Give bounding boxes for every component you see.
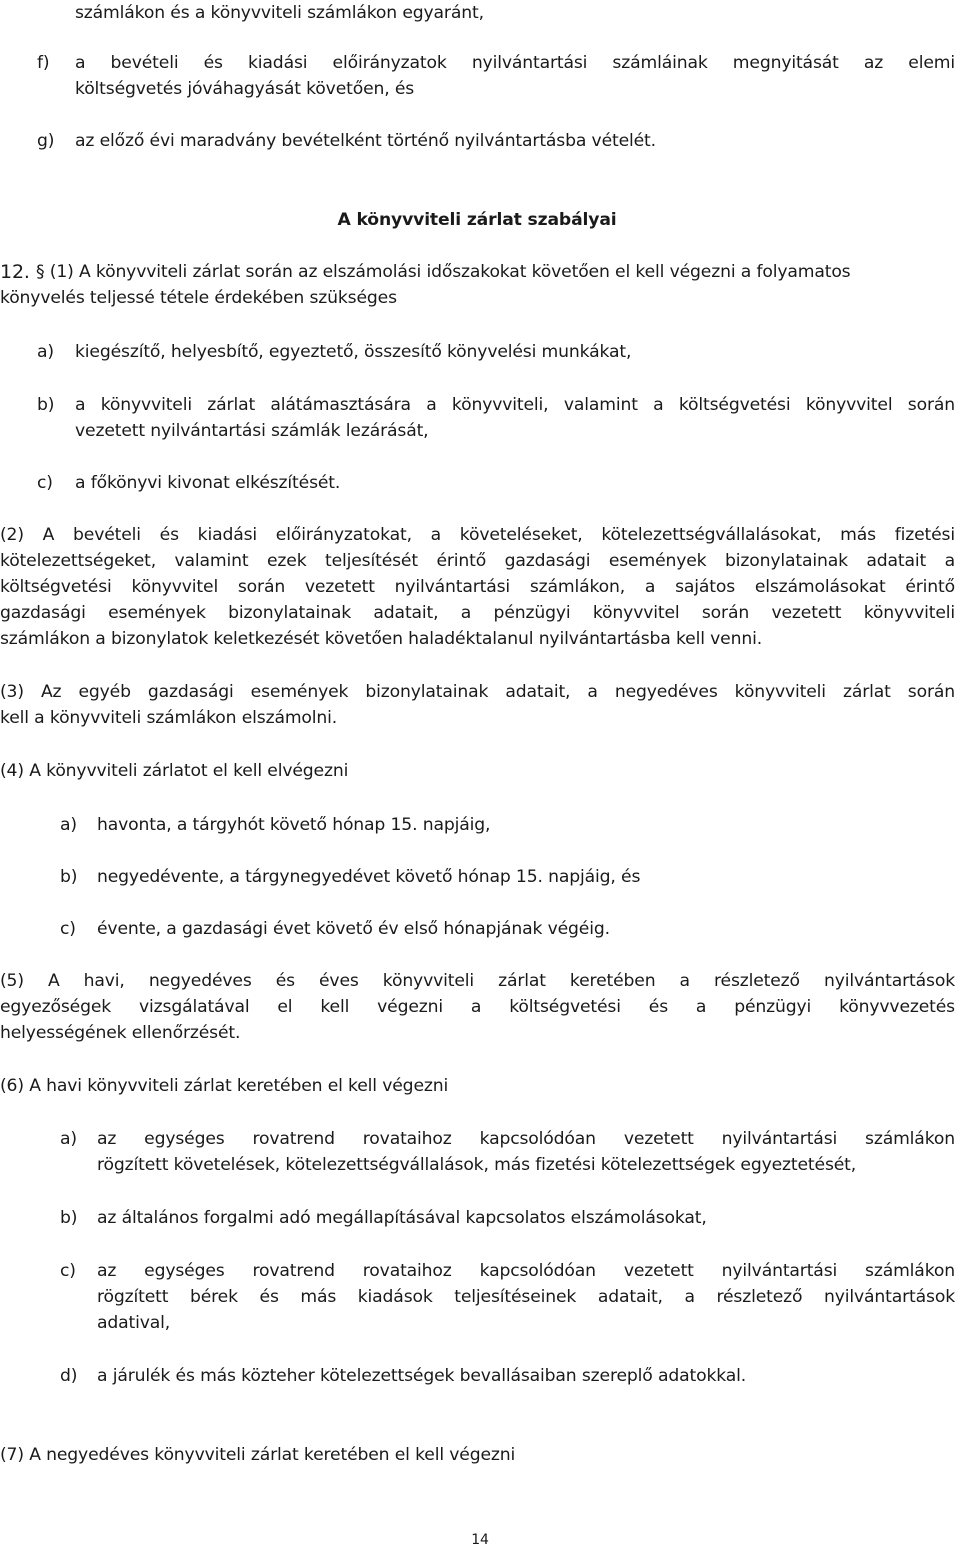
list-label-a: a) [60,1129,77,1149]
paragraph-6-line1: (6) A havi könyvviteli zárlat keretében el kell végezni [0,1076,449,1096]
list-item-f-line1: a bevételi és kiadási előirányzatok nyilvántartási számláinak megnyitását az elemi [75,53,955,73]
list-item-a-line2: rögzített követelések, kötelezettségvállalások, más fizetési kötelezettségek egyeztetését, [97,1155,857,1175]
paragraph-1-line2: könyvelés teljessé tétele érdekében szükséges [0,288,397,308]
paragraph-3-line1: (3) Az egyéb gazdasági események bizonylatainak adatait, a negyedéves könyvviteli zárlat során [0,682,955,702]
list-label-a: a) [60,815,77,835]
list-item-c-line1: évente, a gazdasági évet követő év első hónapjának végéig. [97,919,610,939]
list-item-g-line1: az előző évi maradvány bevételként történő nyilvántartásba vételét. [75,131,656,151]
list-label-b: b) [60,1208,78,1228]
list-item-a-line1: az egységes rovatrend rovataihoz kapcsolódóan vezetett nyilvántartási számlákon [97,1129,955,1149]
section-number: 12. [0,261,30,283]
list-label-b: b) [60,867,78,887]
list-label-f: f) [37,53,50,73]
paragraph-1-line1: § (1) A könyvviteli zárlat során az elszámolási időszakokat követően el kell végezni a folyamatos [36,262,851,282]
paragraph-5-line2: egyezőségek vizsgálatával el kell végezni a költségvetési és a pénzügyi könyvvezetés [0,997,955,1017]
list-label-b: b) [37,395,55,415]
paragraph-2-line4: gazdasági események bizonylatainak adatait, a pénzügyi könyvvitel során vezetett könyvviteli [0,603,955,623]
paragraph-5-line3: helyességének ellenőrzését. [0,1023,241,1043]
page-number: 14 [471,1532,489,1548]
text-line: számlákon és a könyvviteli számlákon egyaránt, [75,3,484,23]
paragraph-2-line3: költségvetési könyvvitel során vezetett nyilvántartási számlákon, a sajátos elszámolásokat érintő [0,577,955,597]
paragraph-4-line1: (4) A könyvviteli zárlatot el kell elvégezni [0,761,349,781]
list-item-b-line1: az általános forgalmi adó megállapításával kapcsolatos elszámolásokat, [97,1208,707,1228]
list-label-a: a) [37,342,54,362]
list-label-c: c) [60,1261,76,1281]
list-label-c: c) [37,473,53,493]
list-item-b-line2: vezetett nyilvántartási számlák lezárását, [75,421,429,441]
list-item-c-line3: adatival, [97,1313,171,1333]
list-item-b-line1: negyedévente, a tárgynegyedévet követő hónap 15. napjáig, és [97,867,641,887]
paragraph-7-line1: (7) A negyedéves könyvviteli zárlat keretében el kell végezni [0,1445,516,1465]
paragraph-2-line1: (2) A bevételi és kiadási előirányzatokat, a követeléseket, kötelezettségvállalásokat, más fizetési [0,525,955,545]
list-item-f-line2: költségvetés jóváhagyását követően, és [75,79,415,99]
list-item-b-line1: a könyvviteli zárlat alátámasztására a könyvviteli, valamint a költségvetési könyvvitel során [75,395,955,415]
list-label-g: g) [37,131,55,151]
list-item-c-line2: rögzített bérek és más kiadások teljesítéseinek adatait, a részletező nyilvántartások [97,1287,955,1307]
list-item-c-line1: a főkönyvi kivonat elkészítését. [75,473,341,493]
list-item-c-line1: az egységes rovatrend rovataihoz kapcsolódóan vezetett nyilvántartási számlákon [97,1261,955,1281]
list-item-a-line1: kiegészítő, helyesbítő, egyeztető, összesítő könyvelési munkákat, [75,342,632,362]
list-item-a-line1: havonta, a tárgyhót követő hónap 15. napjáig, [97,815,491,835]
list-item-d-line1: a járulék és más közteher kötelezettségek bevallásaiban szereplő adatokkal. [97,1366,747,1386]
paragraph-2-line5: számlákon a bizonylatok keletkezését követően haladéktalanul nyilvántartásba kell venni. [0,629,763,649]
list-label-c: c) [60,919,76,939]
paragraph-2-line2: kötelezettségeket, valamint ezek teljesítését érintő gazdasági események bizonylatainak adatait a [0,551,955,571]
list-label-d: d) [60,1366,78,1386]
paragraph-3-line2: kell a könyvviteli számlákon elszámolni. [0,708,338,728]
section-heading: A könyvviteli zárlat szabályai [337,210,617,230]
paragraph-5-line1: (5) A havi, negyedéves és éves könyvviteli zárlat keretében a részletező nyilvántartások [0,971,955,991]
